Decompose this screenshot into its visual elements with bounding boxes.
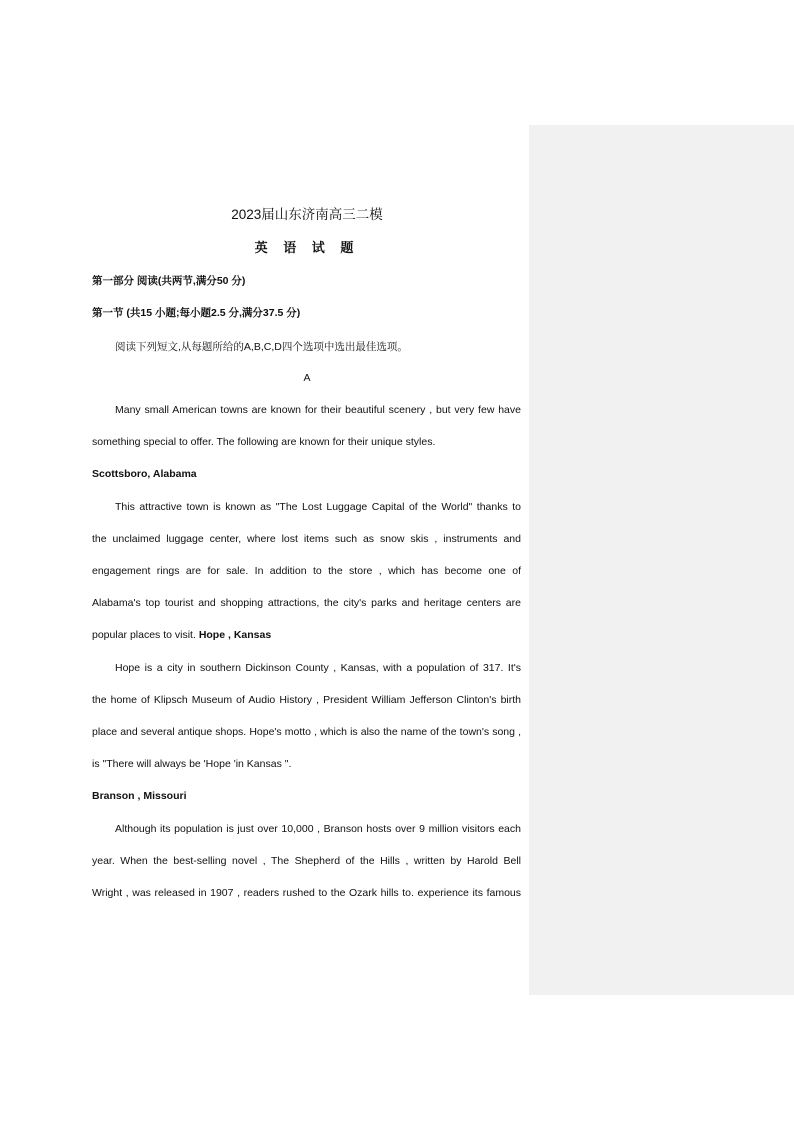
section-heading-scottsboro: Scottsboro, Alabama	[92, 468, 197, 480]
paragraph-line: Although its population is just over 10,000 , Branson hosts over 9 million visitors each	[115, 823, 521, 835]
paragraph-line: Many small American towns are known for their beautiful scenery , but very few have	[115, 404, 521, 416]
section-heading: 第一节 (共15 小题;每小题2.5 分,满分37.5 分)	[92, 307, 301, 319]
section-heading-branson: Branson , Missouri	[92, 790, 187, 802]
paragraph-line: Wright , was released in 1907 , readers rushed to the Ozark hills to. experience its famous	[92, 887, 521, 899]
paragraph-line: This attractive town is known as "The Lost Luggage Capital of the World" thanks to	[115, 501, 521, 513]
paragraph-line: place and several antique shops. Hope's motto , which is also the name of the town's song ,	[92, 726, 521, 738]
paragraph-line: Hope is a city in southern Dickinson County , Kansas, with a population of 317. It's	[115, 662, 521, 674]
paragraph-line: something special to offer. The following are known for their unique styles.	[92, 436, 436, 448]
section-heading-hope: Hope , Kansas	[198, 629, 272, 641]
paragraph-line: the home of Klipsch Museum of Audio History , President William Jefferson Clinton's birth	[92, 694, 521, 706]
exam-subtitle: 英 语 试 题	[254, 240, 360, 255]
paragraph-line: engagement rings are for sale. In addition to the store , which has become one of	[92, 565, 521, 577]
exam-title: 2023届山东济南高三二模	[231, 207, 383, 222]
paragraph-line: is "There will always be 'Hope 'in Kansas ".	[92, 758, 292, 770]
part-heading: 第一部分 阅读(共两节,满分50 分)	[92, 275, 246, 287]
paragraph-line: year. When the best-selling novel , The Shepherd of the Hills , written by Harold Bell	[92, 855, 521, 867]
paragraph-line-end	[92, 628, 271, 642]
instructions: 阅读下列短文,从每题所给的A,B,C,D四个选项中选出最佳选项。	[115, 341, 408, 353]
comment-pane	[529, 125, 794, 995]
paragraph-line: Alabama's top tourist and shopping attractions, the city's parks and heritage centers are	[92, 597, 521, 609]
paragraph-text: popular places to visit.	[92, 629, 196, 641]
passage-label: A	[303, 372, 311, 384]
paragraph-line: the unclaimed luggage center, where lost items such as snow skis , instruments and	[92, 533, 521, 545]
